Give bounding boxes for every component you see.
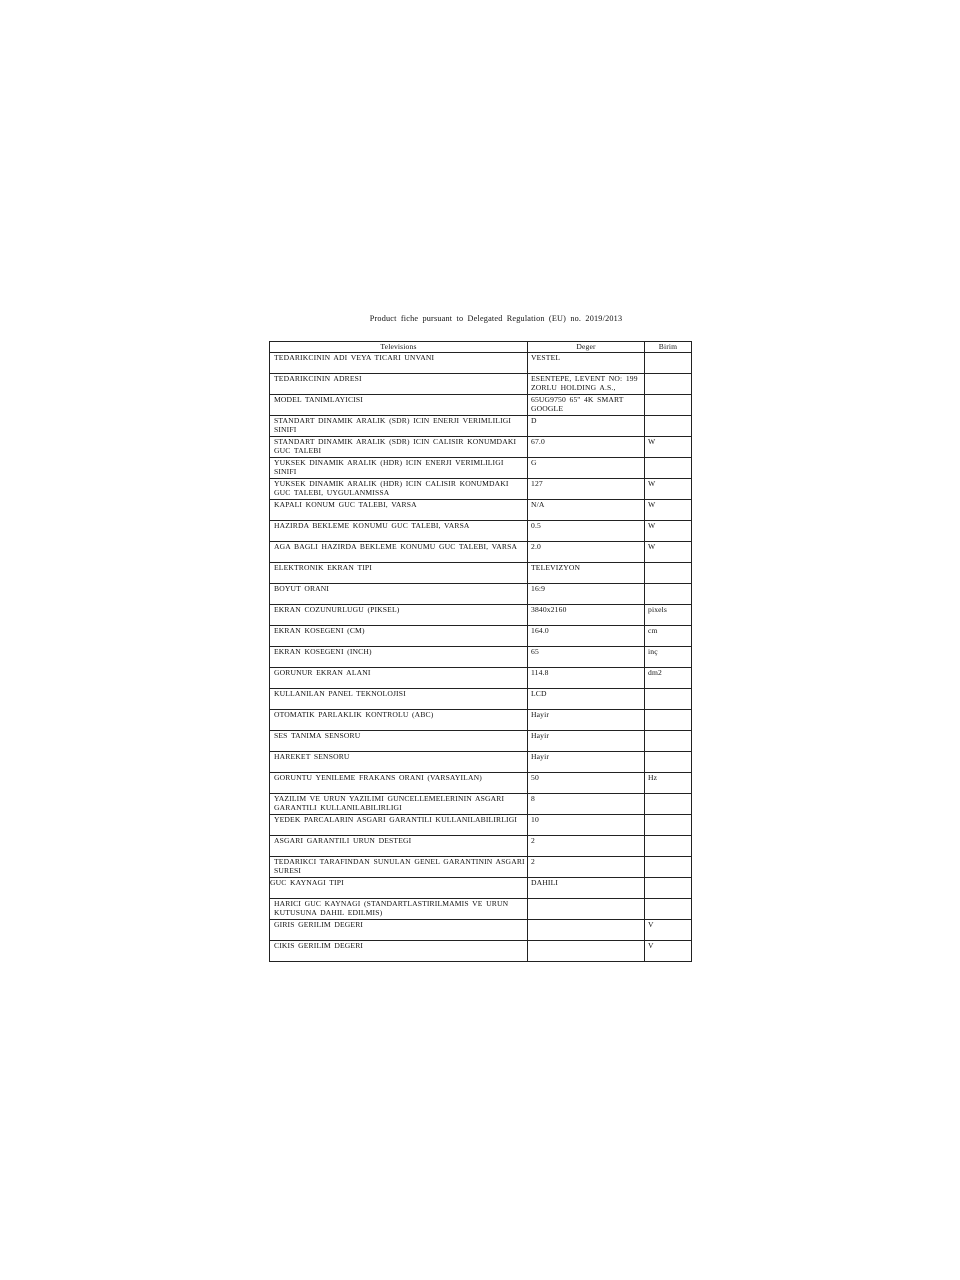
row-value: 3840x2160 <box>531 605 567 614</box>
row-value-cell <box>528 647 645 668</box>
row-label-cell <box>270 626 528 647</box>
row-value: 65UG9750 65'' 4K SMART GOOGLE <box>531 395 624 414</box>
row-value: ESENTEPE, LEVENT NO: 199 ZORLU HOLDING A.S., <box>531 374 638 393</box>
row-value: 2 <box>531 857 535 866</box>
row-unit-cell <box>645 626 692 647</box>
row-unit-cell <box>645 689 692 710</box>
row-unit-cell <box>645 773 692 794</box>
table-row <box>270 395 692 416</box>
row-label-cell <box>270 584 528 605</box>
row-value-cell <box>528 920 645 941</box>
table-body <box>270 353 692 962</box>
row-label-cell <box>270 395 528 416</box>
row-label-cell <box>270 878 528 899</box>
row-value-cell <box>528 500 645 521</box>
row-value-cell <box>528 584 645 605</box>
row-label: HAZIRDA BEKLEME KONUMU GUC TALEBI, VARSA <box>274 521 470 530</box>
table-row <box>270 941 692 962</box>
row-unit-cell <box>645 416 692 437</box>
row-unit: inç <box>648 647 658 656</box>
document-title: Product fiche pursuant to Delegated Regulation (EU) no. 2019/2013 <box>369 314 623 323</box>
row-unit-cell <box>645 395 692 416</box>
row-label-cell <box>270 899 528 920</box>
row-unit-cell <box>645 374 692 395</box>
row-label: EKRAN COZUNURLUGU (PIKSEL) <box>274 605 400 614</box>
row-unit-cell <box>645 479 692 500</box>
row-label: SES TANIMA SENSORU <box>274 731 361 740</box>
table-row <box>270 668 692 689</box>
row-label: CIKIS GERILIM DEGERI <box>274 941 364 950</box>
row-label-cell <box>270 941 528 962</box>
row-unit: Hz <box>648 773 658 782</box>
row-unit-cell <box>645 437 692 458</box>
row-label-cell <box>270 773 528 794</box>
row-unit-cell <box>645 899 692 920</box>
row-unit-cell <box>645 584 692 605</box>
table-row <box>270 353 692 374</box>
table-row <box>270 416 692 437</box>
row-value-cell <box>528 626 645 647</box>
row-value-cell <box>528 710 645 731</box>
row-unit-cell <box>645 752 692 773</box>
row-label: KULLANILAN PANEL TEKNOLOJISI <box>274 689 406 698</box>
row-label: STANDART DINAMIK ARALIK (SDR) ICIN ENERJI VERIMLILIGI SINIFI <box>274 416 512 435</box>
table-row <box>270 920 692 941</box>
row-value-cell <box>528 668 645 689</box>
row-value: N/A <box>531 500 545 509</box>
row-label-cell <box>270 521 528 542</box>
table-row <box>270 584 692 605</box>
row-value-cell <box>528 794 645 815</box>
row-label-cell <box>270 794 528 815</box>
row-unit: V <box>648 920 654 929</box>
row-value: 114.8 <box>531 668 549 677</box>
row-label: TEDARIKCININ ADRESI <box>274 374 362 383</box>
row-unit-cell <box>645 836 692 857</box>
row-label: GIRIS GERILIM DEGERI <box>274 920 364 929</box>
row-label-cell <box>270 668 528 689</box>
table-row <box>270 458 692 479</box>
table-row <box>270 815 692 836</box>
table-row <box>270 794 692 815</box>
row-unit-cell <box>645 605 692 626</box>
row-unit: W <box>648 500 656 509</box>
table-header <box>270 342 692 353</box>
row-unit: cm <box>648 626 658 635</box>
row-value-cell <box>528 395 645 416</box>
row-value-cell <box>528 689 645 710</box>
row-value-cell <box>528 374 645 395</box>
row-label: AGA BAGLI HAZIRDA BEKLEME KONUMU GUC TALEBI, VARSA <box>274 542 518 551</box>
row-unit-cell <box>645 542 692 563</box>
row-label-cell <box>270 836 528 857</box>
row-value-cell <box>528 857 645 878</box>
table-row <box>270 500 692 521</box>
row-label: GUC KAYNAGI TIPI <box>270 878 344 887</box>
row-label: TEDARIKCININ ADI VEYA TICARI UNVANI <box>274 353 435 362</box>
row-unit-cell <box>645 500 692 521</box>
row-value: 2 <box>531 836 535 845</box>
row-label: EKRAN KOSEGENI (INCH) <box>274 647 372 656</box>
table-row <box>270 521 692 542</box>
row-label: EKRAN KOSEGENI (CM) <box>274 626 365 635</box>
row-value-cell <box>528 731 645 752</box>
row-value-cell <box>528 416 645 437</box>
row-label: GORUNTU YENILEME FRAKANS ORANI (VARSAYILAN) <box>274 773 482 782</box>
row-label-cell <box>270 353 528 374</box>
row-unit-cell <box>645 353 692 374</box>
table-row <box>270 542 692 563</box>
row-label: BOYUT ORANI <box>274 584 330 593</box>
row-value-cell <box>528 563 645 584</box>
row-label-cell <box>270 689 528 710</box>
row-label: OTOMATIK PARLAKLIK KONTROLU (ABC) <box>274 710 434 719</box>
row-unit-cell <box>645 857 692 878</box>
row-value-cell <box>528 752 645 773</box>
row-unit: W <box>648 521 656 530</box>
row-value: 2.0 <box>531 542 541 551</box>
table-row <box>270 563 692 584</box>
row-unit-cell <box>645 710 692 731</box>
table-row <box>270 626 692 647</box>
row-label-cell <box>270 416 528 437</box>
row-unit-cell <box>645 941 692 962</box>
row-unit-cell <box>645 647 692 668</box>
row-value-cell <box>528 878 645 899</box>
row-label-cell <box>270 542 528 563</box>
row-label-cell <box>270 605 528 626</box>
row-value: 65 <box>531 647 539 656</box>
row-value: Hayir <box>531 752 550 761</box>
row-unit-cell <box>645 668 692 689</box>
row-label: KAPALI KONUM GUC TALEBI, VARSA <box>274 500 417 509</box>
row-label-cell <box>270 458 528 479</box>
row-label: YAZILIM VE URUN YAZILIMI GUNCELLEMELERININ ASGARI GARANTILI KULLANILABILIRLIGI <box>274 794 505 813</box>
row-value: 8 <box>531 794 535 803</box>
row-unit-cell <box>645 458 692 479</box>
table-row <box>270 605 692 626</box>
header-deger: Deger <box>528 342 645 353</box>
row-value: D <box>531 416 537 425</box>
table-row <box>270 899 692 920</box>
table-row <box>270 689 692 710</box>
row-value-cell <box>528 437 645 458</box>
row-label-cell <box>270 647 528 668</box>
row-label-cell <box>270 920 528 941</box>
row-label: ASGARI GARANTILI URUN DESTEGI <box>274 836 412 845</box>
row-unit-cell <box>645 878 692 899</box>
row-label-cell <box>270 857 528 878</box>
table-row <box>270 647 692 668</box>
product-fiche-table <box>269 341 692 962</box>
row-value-cell <box>528 542 645 563</box>
row-label-cell <box>270 731 528 752</box>
row-label: TEDARIKCI TARAFINDAN SUNULAN GENEL GARANTININ ASGARI SURESI <box>274 857 525 876</box>
row-value-cell <box>528 815 645 836</box>
row-value: TELEVIZYON <box>531 563 581 572</box>
row-label: YEDEK PARCALARIN ASGARI GARANTILI KULLANILABILIRLIGI <box>274 815 518 824</box>
row-value: Hayir <box>531 710 550 719</box>
row-unit: W <box>648 479 656 488</box>
row-label-cell <box>270 815 528 836</box>
row-value: 50 <box>531 773 539 782</box>
header-televisions: Televisions <box>270 342 528 353</box>
table-row <box>270 752 692 773</box>
row-label: HARICI GUC KAYNAGI (STANDARTLASTIRILMAMIS VE URUN KUTUSUNA DAHIL EDILMIS) <box>274 899 509 918</box>
row-value: Hayir <box>531 731 550 740</box>
header-row <box>270 342 692 353</box>
row-unit-cell <box>645 815 692 836</box>
row-label-cell <box>270 710 528 731</box>
row-value-cell <box>528 836 645 857</box>
table-row <box>270 479 692 500</box>
table-row <box>270 857 692 878</box>
row-value-cell <box>528 521 645 542</box>
row-unit: V <box>648 941 654 950</box>
row-value: LCD <box>531 689 547 698</box>
row-label-cell <box>270 752 528 773</box>
table-row <box>270 878 692 899</box>
table-row <box>270 836 692 857</box>
row-label: ELEKTRONIK EKRAN TIPI <box>274 563 372 572</box>
row-unit-cell <box>645 794 692 815</box>
row-value: DAHILI <box>531 878 559 887</box>
row-unit-cell <box>645 920 692 941</box>
row-value-cell <box>528 353 645 374</box>
row-label: YUKSEK DINAMIK ARALIK (HDR) ICIN CALISIR KONUMDAKI GUC TALEBI, UYGULANMISSA <box>274 479 509 498</box>
table-row <box>270 710 692 731</box>
row-label: MODEL TANIMLAYICISI <box>274 395 363 404</box>
row-value: 67.0 <box>531 437 545 446</box>
row-unit: W <box>648 437 656 446</box>
row-unit-cell <box>645 731 692 752</box>
row-label: HAREKET SENSORU <box>274 752 350 761</box>
row-value: 164.0 <box>531 626 549 635</box>
row-label-cell <box>270 479 528 500</box>
row-value: 16:9 <box>531 584 546 593</box>
row-label-cell <box>270 374 528 395</box>
row-value: 0.5 <box>531 521 541 530</box>
row-label-cell <box>270 500 528 521</box>
row-value-cell <box>528 941 645 962</box>
row-label-cell <box>270 437 528 458</box>
row-value: 10 <box>531 815 539 824</box>
row-label: YUKSEK DINAMIK ARALIK (HDR) ICIN ENERJI VERIMLILIGI SINIFI <box>274 458 504 477</box>
table-row <box>270 773 692 794</box>
row-value-cell <box>528 479 645 500</box>
row-value-cell <box>528 605 645 626</box>
row-unit: pixels <box>648 605 668 614</box>
header-birim: Birim <box>645 342 692 353</box>
row-value: 127 <box>531 479 543 488</box>
row-unit-cell <box>645 563 692 584</box>
row-label: STANDART DINAMIK ARALIK (SDR) ICIN CALISIR KONUMDAKI GUC TALEBI <box>274 437 517 456</box>
row-label: GORUNUR EKRAN ALANI <box>274 668 371 677</box>
row-unit-cell <box>645 521 692 542</box>
row-unit: dm2 <box>648 668 662 677</box>
table-row <box>270 374 692 395</box>
table-row <box>270 731 692 752</box>
table-row <box>270 437 692 458</box>
row-value-cell <box>528 899 645 920</box>
row-value: G <box>531 458 537 467</box>
row-value-cell <box>528 773 645 794</box>
row-value-cell <box>528 458 645 479</box>
row-unit: W <box>648 542 656 551</box>
row-label-cell <box>270 563 528 584</box>
row-value: VESTEL <box>531 353 561 362</box>
